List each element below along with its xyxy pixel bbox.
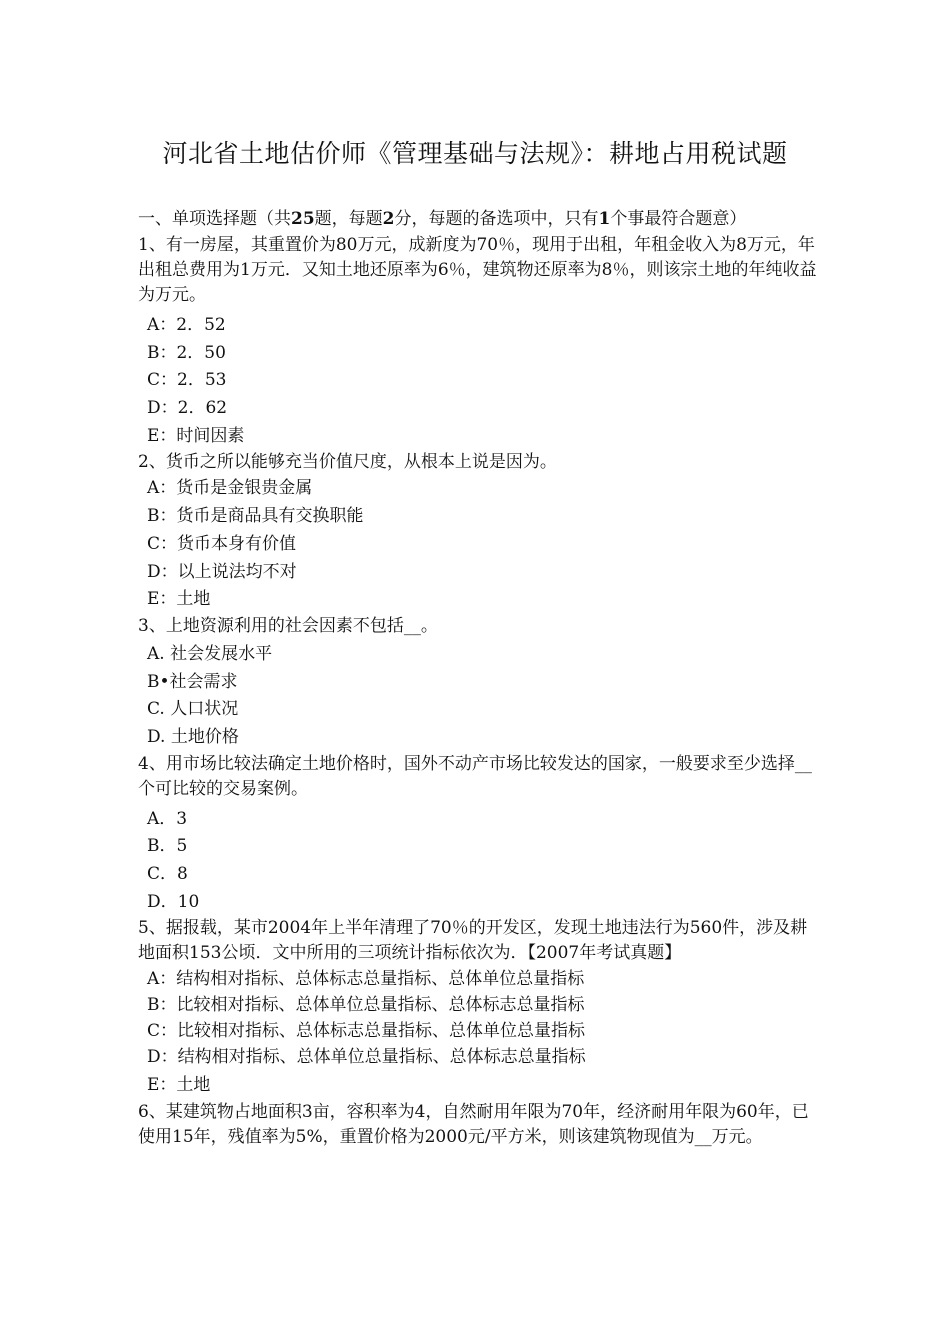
option-list (138, 641, 818, 750)
question-2 (138, 450, 818, 612)
option: A. 社会发展水平 (147, 643, 273, 664)
question-text: 3、上地资源利用的社会因素不包括__。 (138, 615, 438, 636)
section-heading (138, 207, 818, 232)
option: A：2．52 (147, 315, 226, 335)
question-5 (138, 916, 818, 1098)
section-text: 分，每题的备选项中，只有 (394, 209, 599, 229)
option-list (138, 966, 818, 1098)
option: D：结构相对指标、总体单位总量指标、总体标志总量指标 (147, 1047, 586, 1068)
option: D．10 (147, 891, 200, 912)
option-list (138, 806, 818, 915)
question-3 (138, 614, 818, 750)
option: C：货币本身有价值 (147, 533, 297, 554)
option: B：比较相对指标、总体单位总量指标、总体标志总量指标 (147, 995, 585, 1016)
question-1 (138, 233, 818, 449)
option: E：土地 (147, 589, 211, 610)
option: B：2．50 (147, 342, 226, 363)
correct-count: 1 (598, 209, 611, 229)
option: B：货币是商品具有交换职能 (147, 506, 364, 527)
option: C：比较相对指标、总体标志总量指标、总体单位总量指标 (147, 1021, 586, 1042)
option: E：土地 (147, 1075, 211, 1096)
option: B•社会需求 (147, 671, 238, 692)
question-text: 5、据报载，某市2004年上半年清理了70％的开发区，发现土地违法行为560件，涉及耕地面积153公顷．文中所用的三项统计指标依次为．【2007年考试真题】 (138, 918, 808, 964)
option: A．3 (147, 808, 188, 829)
option-list (138, 312, 818, 449)
option: D：以上说法均不对 (147, 561, 297, 582)
option: D. 土地价格 (147, 726, 239, 747)
option: C．8 (147, 864, 188, 884)
question-6 (138, 1100, 818, 1150)
section-text: 个事最符合题意） (610, 209, 747, 229)
page-title: 河北省土地估价师《管理基础与法规》：耕地占用税试题 (162, 139, 788, 168)
option: A：结构相对指标、总体标志总量指标、总体单位总量指标 (147, 969, 585, 990)
section-text: 题，每题 (314, 209, 383, 229)
option: A：货币是金银贵金属 (147, 478, 313, 499)
question-text: 6、某建筑物占地面积3亩，容积率为4，自然耐用年限为70年，经济耐用年限为60年，已使用15年，残值率为5%，重置价格为2000元/平方米，则该建筑物现值为__万元。 (138, 1101, 809, 1147)
option-list (138, 475, 818, 612)
option: E：时间因素 (147, 425, 245, 446)
option: C. 人口状况 (147, 699, 239, 720)
question-text: 1、有一房屋，其重置价为80万元，成新度为70％，现用于出租，年租金收入为8万元，年出租总费用为1万元．又知土地还原率为6％，建筑物还原率为8％，则该宗土地的年纯收益为万元。 (138, 235, 817, 305)
option: B．5 (147, 836, 188, 857)
question-text: 4、用市场比较法确定土地价格时，国外不动产市场比较发达的国家，一般要求至少选择__个可比较的交易案例。 (138, 753, 812, 799)
question-text: 2、货币之所以能够充当价值尺度，从根本上说是因为。 (138, 452, 557, 473)
document-body (138, 207, 818, 1150)
question-4 (138, 752, 818, 915)
option: D：2．62 (147, 398, 228, 419)
section-text: 一、单项选择题（共 (138, 209, 291, 229)
question-count: 25 (291, 209, 315, 229)
option: C：2．53 (147, 370, 227, 391)
question-score: 2 (382, 209, 395, 229)
